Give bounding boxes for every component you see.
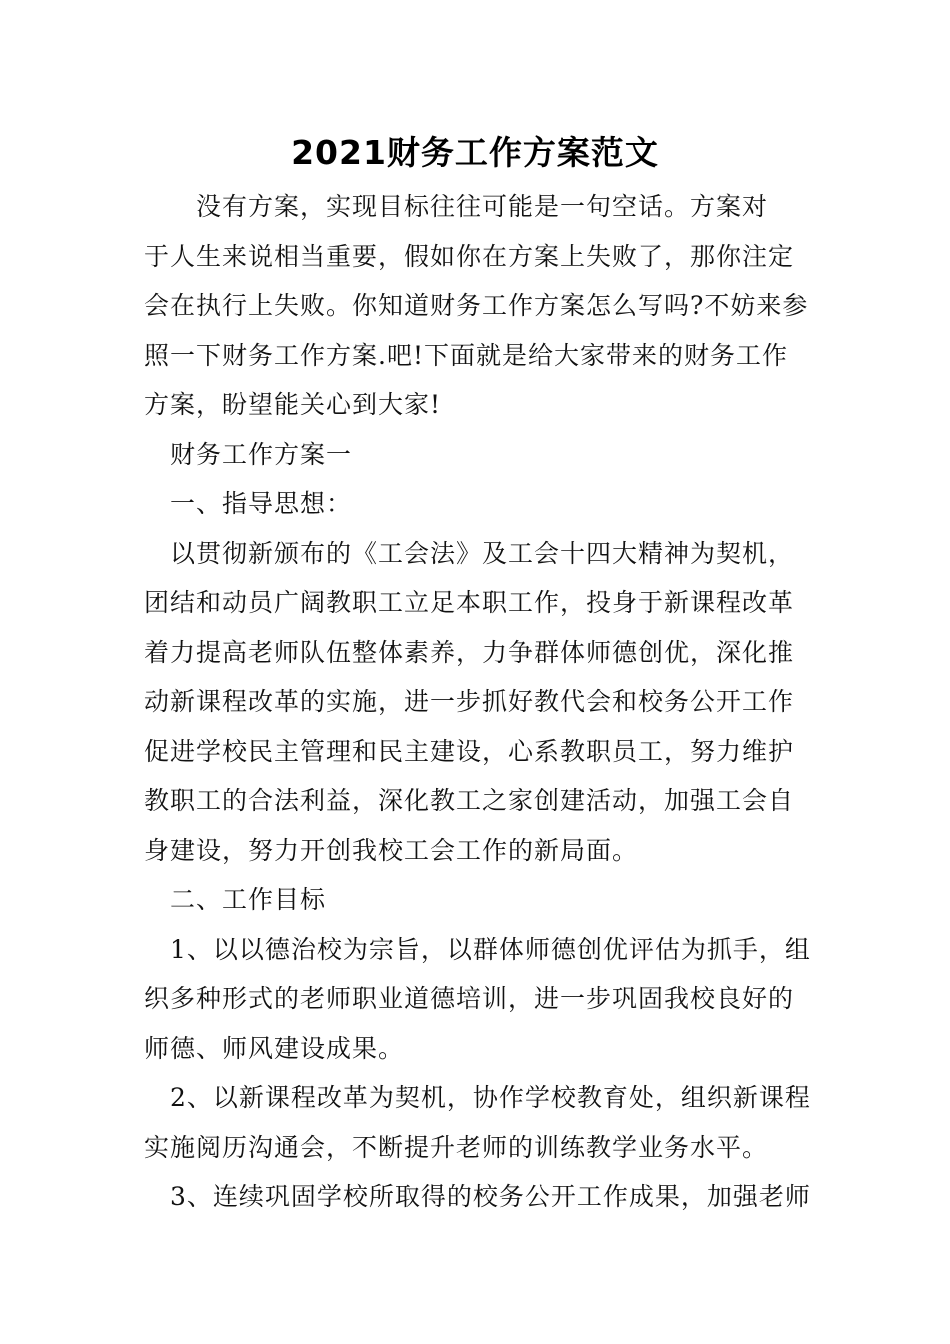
section-heading: 一、指导思想： (144, 489, 353, 518)
text-line: 动新课程改革的实施，进一步抓好教代会和校务公开工作 (144, 687, 795, 716)
text-line: 教职工的合法利益，深化教工之家创建活动，加强工会自 (144, 786, 795, 815)
text-line: 会在执行上失败。你知道财务工作方案怎么写吗?不妨来参 (144, 291, 809, 320)
text-line: 织多种形式的老师职业道德培训，进一步巩固我校良好的 (144, 984, 795, 1013)
text-line: 着力提高老师队伍整体素养，力争群体师德创优，深化推 (144, 637, 795, 667)
text-line: 以贯彻新颁布的《工会法》及工会十四大精神为契机， (144, 538, 795, 568)
text-line: 2、以新课程改革为契机，协作学校教育处，组织新课程 (144, 1083, 811, 1112)
text-line: 促进学校民主管理和民主建设，心系教职员工，努力维护 (144, 736, 795, 766)
document-title: 2021财务工作方案范文 (291, 133, 659, 172)
section-heading: 财务工作方案一 (144, 439, 353, 469)
text-line: 身建设，努力开创我校工会工作的新局面。 (144, 835, 639, 865)
document-body (144, 182, 809, 1222)
text-line: 师德、师风建设成果。 (144, 1033, 405, 1063)
section-heading: 二、工作目标 (144, 885, 327, 914)
text-line: 1、以以德治校为宗旨，以群体师德创优评估为抓手，组 (144, 934, 811, 964)
text-line: 没有方案，实现目标往往可能是一句空话。方案对 (144, 192, 769, 221)
text-line: 于人生来说相当重要，假如你在方案上失败了，那你注定 (144, 241, 795, 271)
text-line: 方案，盼望能关心到大家! (144, 390, 442, 419)
text-line: 团结和动员广阔教职工立足本职工作，投身于新课程改革 (144, 588, 795, 617)
text-line: 3、连续巩固学校所取得的校务公开工作成果，加强老师 (144, 1182, 811, 1211)
text-line: 照一下财务工作方案.吧!下面就是给大家带来的财务工作 (144, 340, 788, 370)
text-line: 实施阅历沟通会，不断提升老师的训练教学业务水平。 (144, 1132, 769, 1162)
